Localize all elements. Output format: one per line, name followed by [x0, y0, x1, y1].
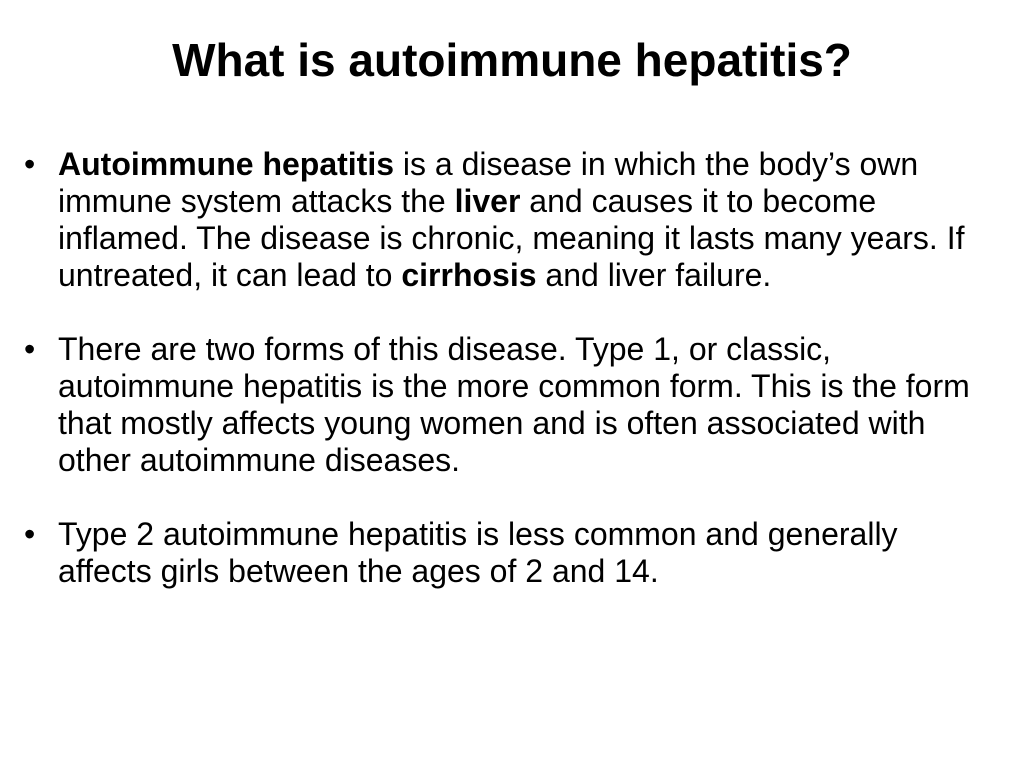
- bullet-marker: •: [24, 331, 36, 367]
- bullet-item-type-2: [24, 516, 984, 590]
- bullet-text: Type 2 autoimmune hepatitis is less common and generally affects girls between the ages of 2 and 14.: [58, 516, 898, 589]
- bullet-item-two-forms: [24, 331, 984, 479]
- slide-title: What is autoimmune hepatitis?: [172, 34, 852, 86]
- bullet-text: and causes it to become inflamed. The disease is chronic, meaning it lasts many years. If untreated, it can lead to: [58, 183, 965, 293]
- bullet-text: is a disease in which the body’s own immune system attacks the: [58, 146, 919, 219]
- term-autoimmune-hepatitis: Autoimmune hepatitis: [58, 146, 395, 182]
- term-liver: liver: [454, 183, 521, 219]
- bullet-list: [24, 146, 984, 590]
- bullet-marker: •: [24, 516, 36, 552]
- term-cirrhosis: cirrhosis: [401, 257, 537, 293]
- bullet-item-definition: [24, 146, 984, 294]
- bullet-marker: •: [24, 146, 36, 182]
- bullet-text: There are two forms of this disease. Type 1, or classic, autoimmune hepatitis is the more common form. This is the form that mostly affects young women and is often associated with other autoimmune diseases.: [58, 331, 970, 478]
- bullet-text: and liver failure.: [536, 257, 772, 293]
